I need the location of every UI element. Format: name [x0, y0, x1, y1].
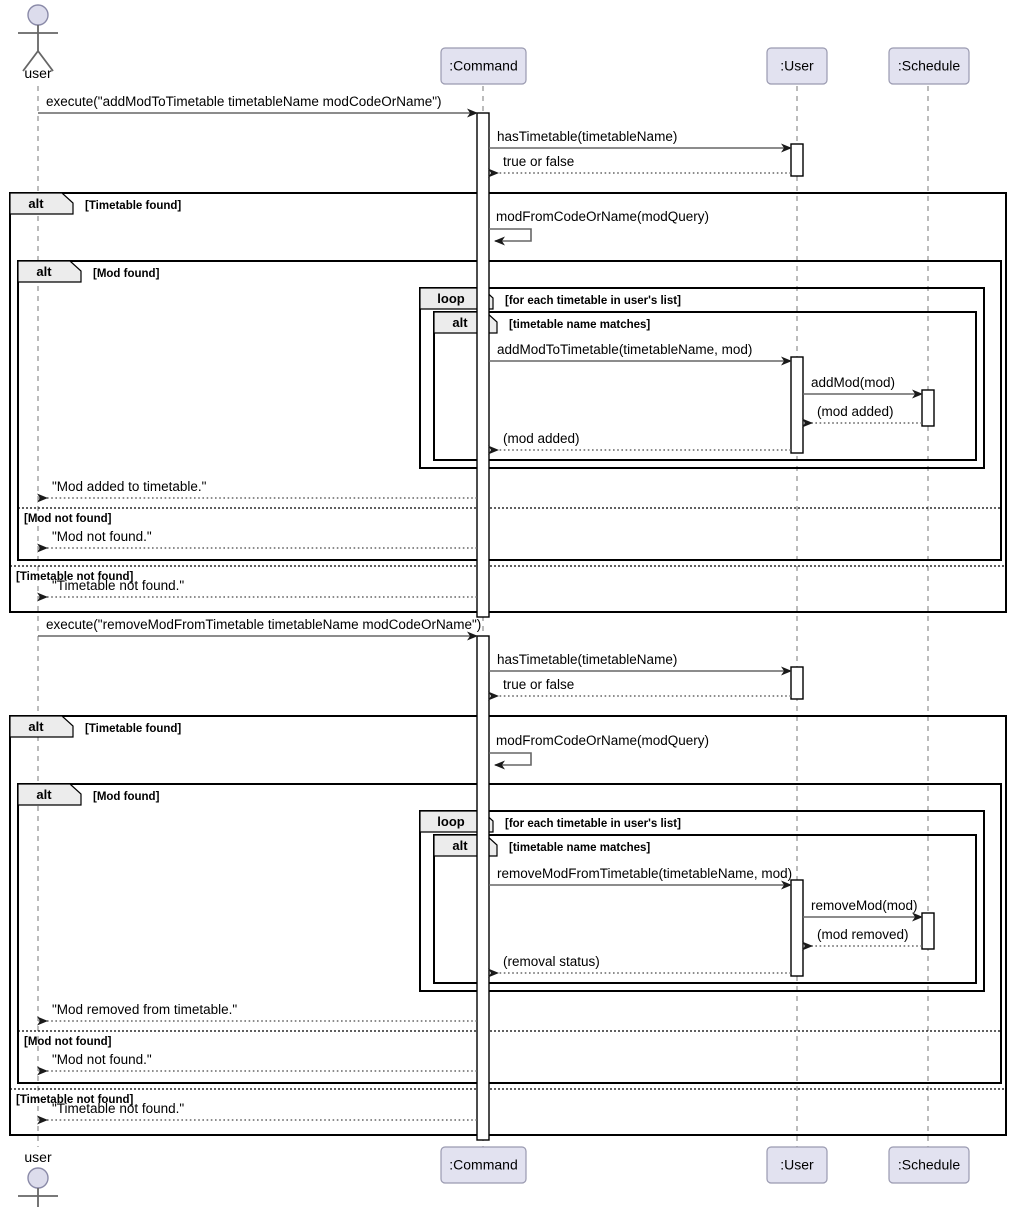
message-m21: [38, 1052, 477, 1071]
message-label: true or false: [503, 677, 575, 692]
frame-guard-label: [timetable name matches]: [509, 842, 651, 854]
activation-bar-userobj: [791, 357, 803, 453]
message-m9: [38, 479, 477, 498]
participant-name-label: :User: [780, 1156, 814, 1173]
activations-layer: [477, 113, 934, 1140]
frame-kind-label: alt: [28, 719, 44, 734]
message-m11: [38, 578, 477, 597]
message-m18: [803, 927, 922, 946]
frame-kind-label: alt: [36, 264, 52, 279]
participant-box-schedule-bottom: [889, 1147, 969, 1183]
participant-name-label: :User: [780, 57, 814, 74]
frame-border: [10, 193, 1006, 612]
message-m3: [489, 154, 791, 173]
participant-box-schedule-top: [889, 48, 969, 84]
message-m8: [489, 431, 791, 450]
activation-bar-schedule: [922, 390, 934, 426]
message-label: true or false: [503, 154, 575, 169]
frame-else-guard-label: [Mod not found]: [24, 1036, 112, 1048]
message-label: (mod removed): [817, 927, 909, 942]
message-label: modFromCodeOrName(modQuery): [496, 209, 710, 224]
message-m5: [489, 342, 791, 361]
participant-name-label: :Command: [449, 57, 518, 74]
message-label: (mod added): [817, 404, 894, 419]
frame-else-guard-label: [Mod not found]: [24, 513, 112, 525]
participant-box-command-top: [441, 48, 526, 84]
message-m13: [489, 652, 791, 671]
frame-guard-label: [for each timetable in user's list]: [505, 295, 681, 307]
frame-guard-label: [Timetable found]: [85, 200, 182, 212]
frame-guard-label: [Mod found]: [93, 268, 160, 280]
message-m4: [489, 209, 709, 241]
message-m19: [489, 954, 791, 973]
message-label: hasTimetable(timetableName): [497, 129, 678, 144]
activation-bar-schedule: [922, 913, 934, 949]
message-m22: [38, 1101, 477, 1120]
frame-kind-label: loop: [437, 291, 465, 306]
message-label: (mod added): [503, 431, 580, 446]
message-label: execute("addModToTimetable timetableName modCodeOrName"): [46, 94, 442, 109]
message-label: addModToTimetable(timetableName, mod): [497, 342, 753, 357]
message-label: (removal status): [503, 954, 600, 969]
message-label: "Timetable not found.": [52, 1101, 185, 1116]
participant-heads-layer: [18, 5, 969, 1207]
frame-alt-f1: [10, 193, 1006, 612]
frame-kind-label: loop: [437, 814, 465, 829]
participant-name-label: :Schedule: [897, 1156, 961, 1173]
frame-else-guard-label: [Timetable not found]: [16, 1094, 134, 1106]
frame-guard-label: [Mod found]: [93, 791, 160, 803]
message-label: removeMod(mod): [811, 898, 918, 913]
self-message-path: [489, 753, 531, 765]
frame-kind-label: alt: [452, 838, 468, 853]
actor-head-icon: [28, 5, 48, 25]
participant-box-userobj-top: [767, 48, 827, 84]
activation-bar-userobj: [791, 144, 803, 176]
message-m15: [489, 733, 709, 765]
frame-guard-label: [for each timetable in user's list]: [505, 818, 681, 830]
message-m7: [803, 404, 922, 423]
frame-border: [10, 716, 1006, 1135]
message-label: "Timetable not found.": [52, 578, 185, 593]
self-message-path: [489, 229, 531, 241]
message-m20: [38, 1002, 477, 1021]
message-label: modFromCodeOrName(modQuery): [496, 733, 710, 748]
message-m1: [38, 94, 477, 113]
activation-bar-userobj: [791, 880, 803, 976]
message-m12: [38, 617, 481, 636]
activation-bar-command: [477, 113, 489, 617]
actor-name-label-actor-top: user: [24, 65, 52, 81]
message-m16: [489, 866, 792, 885]
message-m2: [489, 129, 791, 148]
message-label: removeModFromTimetable(timetableName, mod): [497, 866, 793, 881]
actor-head-icon: [28, 1168, 48, 1188]
message-label: "Mod not found.": [52, 529, 152, 544]
message-label: addMod(mod): [811, 375, 896, 390]
frame-guard-label: [Timetable found]: [85, 723, 182, 735]
participant-box-command-bottom: [441, 1147, 526, 1183]
frame-alt-f5: [10, 716, 1006, 1135]
frame-guard-label: [timetable name matches]: [509, 319, 651, 331]
participant-name-label: :Schedule: [897, 57, 961, 74]
message-label: execute("removeModFromTimetable timetableName modCodeOrName"): [46, 617, 482, 632]
frame-kind-label: alt: [36, 787, 52, 802]
actor-figure-bottom: [18, 1168, 58, 1207]
message-label: "Mod not found.": [52, 1052, 152, 1067]
frame-kind-label: alt: [452, 315, 468, 330]
activation-bar-userobj: [791, 667, 803, 699]
participant-box-userobj-bottom: [767, 1147, 827, 1183]
frame-kind-label: alt: [28, 196, 44, 211]
actor-name-label-actor-bottom: user: [24, 1149, 52, 1165]
message-m10: [38, 529, 477, 548]
message-m6: [803, 375, 922, 394]
message-label: hasTimetable(timetableName): [497, 652, 678, 667]
activation-bar-command: [477, 636, 489, 1140]
message-label: "Mod added to timetable.": [52, 479, 207, 494]
actor-figure-top: [18, 5, 58, 71]
message-m14: [489, 677, 791, 696]
message-label: "Mod removed from timetable.": [52, 1002, 238, 1017]
participant-name-label: :Command: [449, 1156, 518, 1173]
message-m17: [803, 898, 922, 917]
frame-else-guard-label: [Timetable not found]: [16, 571, 134, 583]
